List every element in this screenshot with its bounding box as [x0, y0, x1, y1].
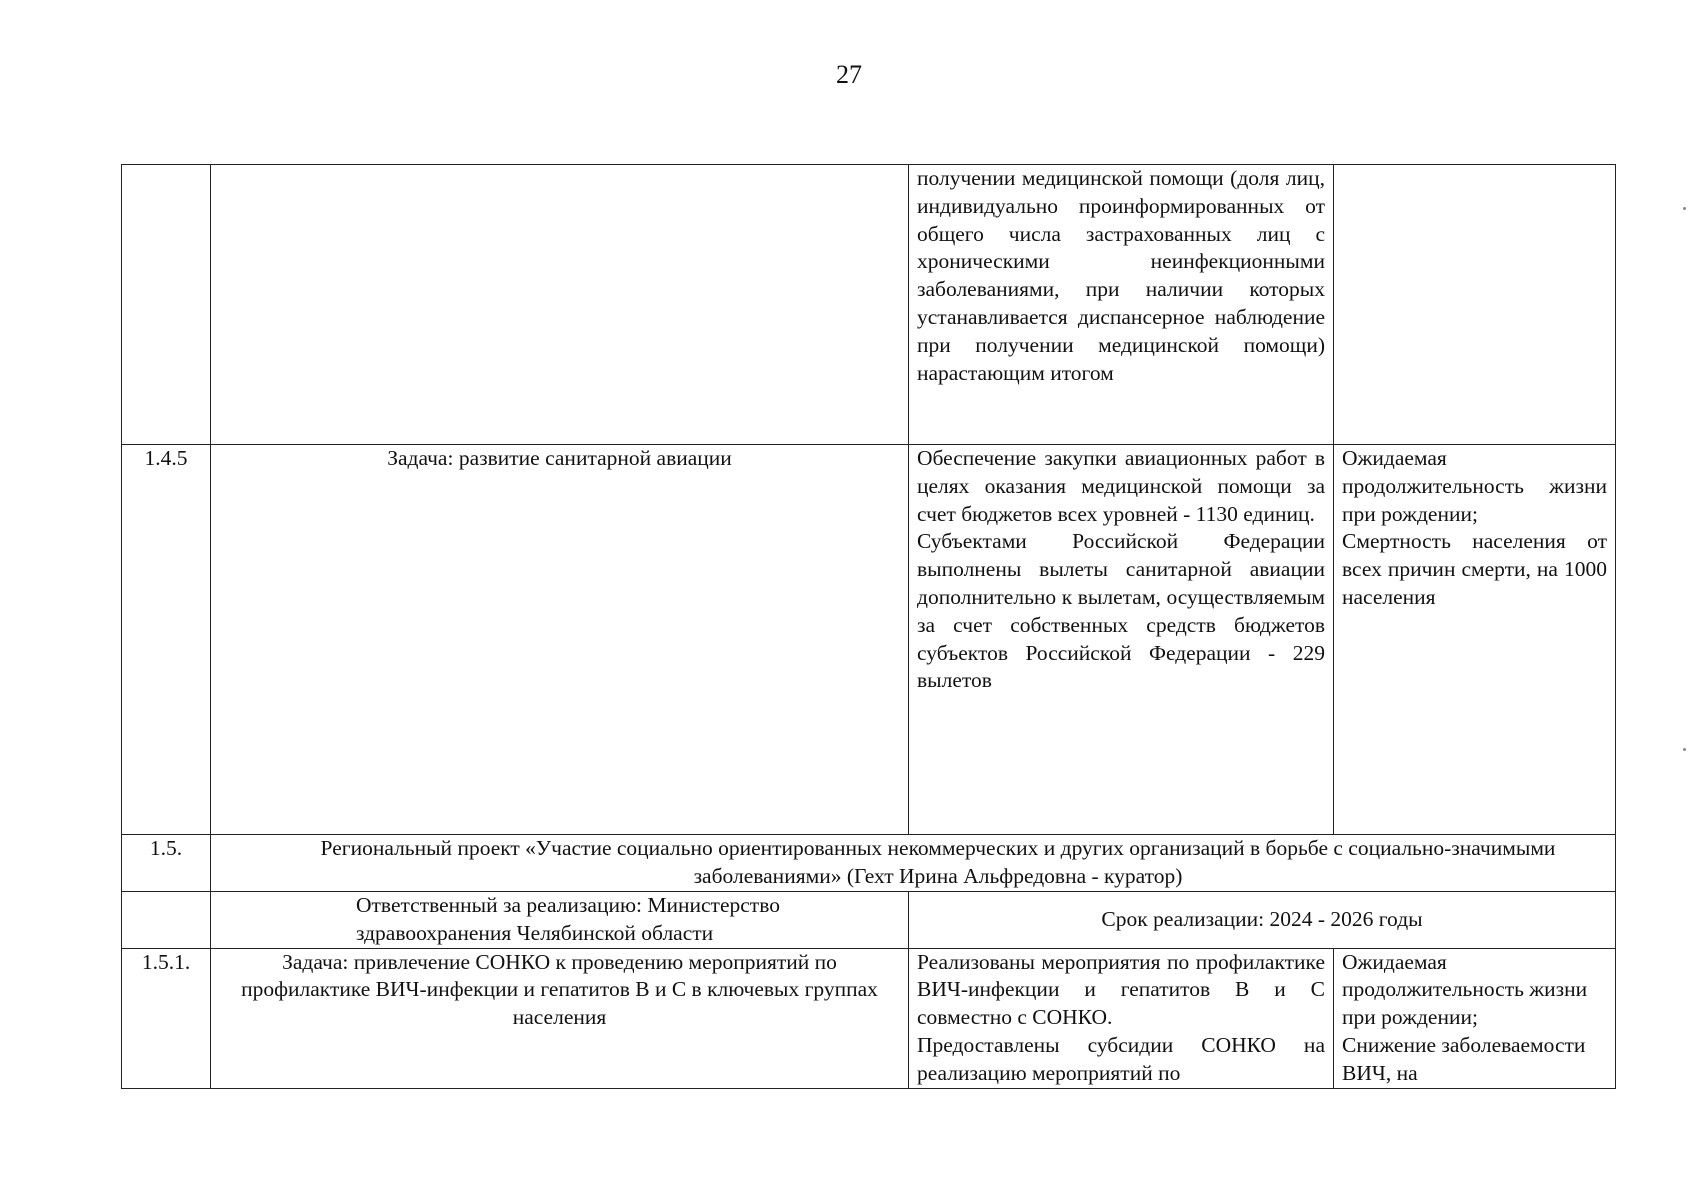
indicator-text: Смертность населения от всех причин смерти, на 1000 населения	[1342, 529, 1607, 609]
row-number-cell	[122, 165, 211, 445]
result-paragraph: Реализованы мероприятия по профилактике ВИЧ-инфекции и гепатитов В и С совместно с СОНКО.	[917, 949, 1325, 1030]
result-cell	[909, 165, 1334, 445]
result-paragraph: Обеспечение закупки авиационных работ в целях оказания медицинской помощи за счет бюджетов всех уровней - 1130 единиц.	[917, 446, 1325, 526]
table-row	[122, 892, 1616, 949]
result-paragraph: Субъектами Российской Федерации выполнены вылеты санитарной авиации дополнительно к вылетам, осуществляемым за счет собственных средств бюджетов субъектов Российской Федерации - 229 вылетов	[917, 529, 1325, 693]
task-cell	[211, 445, 909, 835]
row-number: 1.4.5	[144, 446, 188, 470]
indicator-text: Ожидаемая продолжительность жизни при рождении;	[1342, 446, 1607, 526]
table-row	[122, 445, 1616, 835]
indicator-text: Ожидаемая продолжительность жизни при рождении;	[1342, 949, 1588, 1030]
term-text: Срок реализации: 2024 - 2026 годы	[1101, 906, 1423, 931]
project-title: Региональный проект «Участие социально ориентированных некоммерческих и других организаций в борьбе с социально-значимыми заболеваниями» (Гехт Ирина Альфредовна - куратор)	[320, 836, 1556, 888]
measures-table	[121, 164, 1616, 1089]
responsible-text: Ответственный за реализацию: Министерство здравоохранения Челябинской области	[356, 893, 780, 945]
term-cell	[909, 892, 1616, 949]
task-cell	[211, 165, 909, 445]
table-row	[122, 835, 1616, 892]
result-text: получении медицинской помощи (доля лиц, индивидуально проинформированных от общего числа застрахованных лиц с хроническими неинфекционными заболеваниями, при наличии которых устанавливается диспансерное наблюдение при получении медицинской помощи) нарастающим итогом	[917, 166, 1325, 385]
scan-dot	[1683, 748, 1686, 751]
row-number-cell	[122, 445, 211, 835]
scan-dot	[1683, 207, 1686, 210]
indicator-cell	[1334, 445, 1616, 835]
result-cell	[909, 445, 1334, 835]
table-row	[122, 165, 1616, 445]
responsible-cell	[211, 892, 909, 949]
task-text: Задача: развитие санитарной авиации	[387, 446, 732, 470]
table-row	[122, 948, 1616, 1088]
row-number: 1.5.	[149, 836, 183, 860]
row-number-cell	[122, 948, 211, 1088]
row-number: 1.5.1.	[141, 949, 191, 974]
page-number: 27	[836, 60, 862, 89]
task-text: Задача: привлечение СОНКО к проведению мероприятий по профилактике ВИЧ-инфекции и гепатитов В и С в ключевых группах населения	[241, 949, 878, 1030]
result-cell	[909, 948, 1334, 1088]
result-paragraph: Предоставлены субсидии СОНКО на реализацию мероприятий по	[917, 1032, 1325, 1085]
row-number-cell	[122, 892, 211, 949]
indicator-text: Снижение заболеваемости ВИЧ, на	[1342, 1032, 1586, 1085]
row-number-cell	[122, 835, 211, 892]
project-title-cell	[211, 835, 1616, 892]
indicator-cell	[1334, 948, 1616, 1088]
task-cell	[211, 948, 909, 1088]
indicator-cell	[1334, 165, 1616, 445]
